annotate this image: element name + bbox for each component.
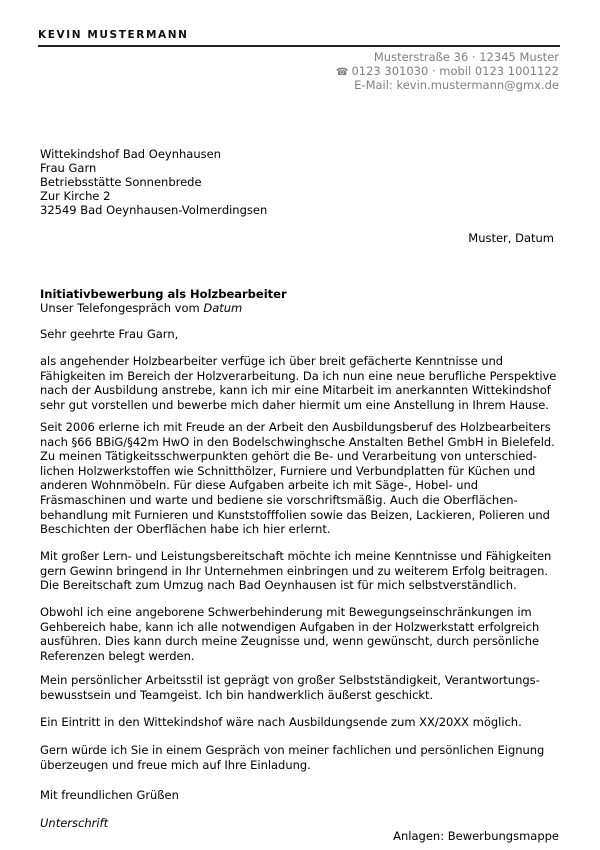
recipient-line: 32549 Bad Oeynhausen-Volmerdingsen — [40, 203, 268, 217]
sender-email: E-Mail: kevin.mustermann@gmx.de — [354, 78, 559, 92]
header-divider — [38, 45, 560, 47]
body-paragraph: Seit 2006 erlerne ich mit Freude an der Arbeit den Ausbildungsberuf des Holzbearbeiters nach §66 BBiG/§42m HwO in den Bodelschwinghsche Anstalten Bethel GmbH in Bielefeld. Zu meinen Tätigkeitsschwerpunkten gehört die Be- und Verarbeitung von unterschied- lichen Holzwerkstoffen wie Schnitthölzer, Furniere und Verbundplatten für Küchen und anderen Wohnmöbeln. Für diese Aufgaben arbeite ich mit Säge-, Hobel- und Fräsmaschinen und warte und bediene sie vorschriftsmäßig. Auch die Oberflächen- behandlung mit Furnieren und Kunststofffolien sowie das Beizen, Lackieren, Polieren und Beschichten der Oberflächen habe ich hier erlernt. — [40, 420, 555, 537]
phone-icon: ☎ — [336, 67, 349, 78]
reference-date: Datum — [203, 301, 243, 315]
body-paragraph: Ein Eintritt in den Wittekindshof wäre nach Ausbildungsende zum XX/20XX möglich. — [40, 715, 522, 729]
recipient-line: Frau Garn — [40, 161, 97, 175]
subject-line: Initiativbewerbung als Holzbearbeiter — [40, 287, 287, 301]
closing: Mit freundlichen Grüßen — [40, 788, 179, 802]
attachments-line: Anlagen: Bewerbungsmappe — [393, 829, 559, 843]
sender-phone — [336, 64, 559, 78]
sender-phone-text: 0123 301030 · mobil 0123 1001122 — [351, 64, 559, 78]
recipient-line: Wittekindshof Bad Oeynhausen — [40, 147, 221, 161]
body-paragraph: Gern würde ich Sie in einem Gespräch von meiner fachlichen und persönlichen Eignung überzeugen und freue mich auf Ihre Einladung. — [40, 743, 545, 772]
recipient-line: Betriebsstätte Sonnenbrede — [40, 175, 202, 189]
sender-name: KEVIN MUSTERMANN — [38, 29, 189, 41]
body-paragraph: Obwohl ich eine angeborene Schwerbehinderung mit Bewegungseinschränkungen im Gehbereich habe, kann ich alle notwendigen Aufgaben in der Holzwerkstatt erfolgreich ausführen. Dies kann durch meine Zeugnisse und, wenn gewünscht, durch persönliche Referenzen belegt werden. — [40, 605, 540, 663]
body-paragraph: Mein persönlicher Arbeitsstil ist geprägt von großer Selbstständigkeit, Verantwortungs- bewusstsein und Teamgeist. Ich bin handwerklich äußerst geschickt. — [40, 673, 540, 702]
salutation: Sehr geehrte Frau Garn, — [40, 327, 179, 341]
reference-prefix: Unser Telefongespräch vom — [40, 301, 200, 315]
body-paragraph: als angehender Holzbearbeiter verfüge ich über breit gefächerte Kenntnisse und Fähigkeiten im Bereich der Holzverarbeitung. Da ich nun eine neue berufliche Perspektive nach der Ausbildung anstrebe, kann ich mir eine Mitarbeit im anerkannten Wittekindshof sehr gut vorstellen und bewerbe mich daher hiermit um eine Anstellung in Ihrem Hause. — [40, 354, 557, 412]
date-line: Muster, Datum — [468, 231, 554, 245]
recipient-line: Zur Kirche 2 — [40, 189, 111, 203]
sender-address: Musterstraße 36 · 12345 Muster — [373, 50, 559, 64]
body-paragraph: Mit großer Lern- und Leistungsbereitschaft möchte ich meine Kenntnisse und Fähigkeiten gern Gewinn bringend in Ihr Unternehmen einbringen und zu weiterem Erfolg beitragen. Die Bereitschaft zum Umzug nach Bad Oeynhausen ist für mich selbstverständlich. — [40, 549, 552, 593]
signature: Unterschrift — [40, 816, 109, 830]
reference-line — [40, 301, 242, 315]
